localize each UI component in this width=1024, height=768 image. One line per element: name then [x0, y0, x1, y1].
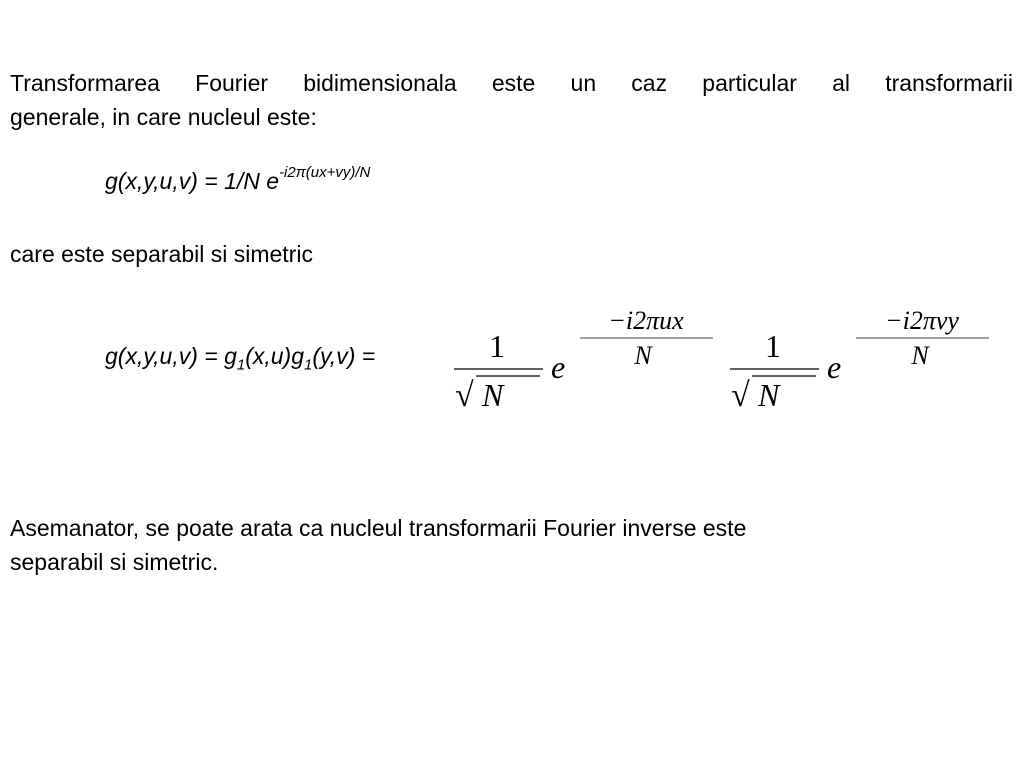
separable-formula-lhs-b: (x,u)g: [245, 343, 305, 369]
sqrt-1-argument: N: [482, 377, 504, 413]
exponent-1-denominator: N: [634, 341, 652, 370]
exp-2-base: e: [827, 349, 842, 385]
fraction-2-numerator: 1: [765, 328, 781, 364]
kernel-formula-exponent: -i2π(ux+vy)/N: [279, 164, 371, 181]
intro-line-1: Transformarea Fourier bidimensionala este un caz particular al transformarii: [10, 70, 1013, 96]
sqrt-1-symbol: √: [455, 377, 474, 414]
fraction-1-numerator: 1: [489, 328, 505, 364]
exp-1-base: e: [551, 349, 566, 385]
intro-line-2: generale, in care nucleul este:: [10, 104, 317, 130]
separable-formula-sub-1: 1: [236, 356, 246, 374]
separable-formula-lhs-c: (y,v) =: [312, 343, 376, 369]
conclusion-paragraph: [10, 511, 1013, 579]
exponent-2-denominator: N: [911, 341, 929, 370]
sqrt-2-argument: N: [758, 377, 780, 413]
separable-formula-sub-2: 1: [304, 356, 313, 374]
conclusion-line-2: separabil si simetric.: [10, 549, 219, 575]
sqrt-2-symbol: √: [731, 377, 750, 414]
conclusion-line-1: Asemanator, se poate arata ca nucleul transformarii Fourier inverse este: [10, 515, 747, 541]
exponent-2-numerator: −i2πvy: [885, 306, 959, 335]
separable-formula-lhs-a: g(x,y,u,v) = g: [105, 343, 237, 369]
exponent-1-numerator: −i2πux: [608, 306, 684, 335]
kernel-formula-base: g(x,y,u,v) = 1/N e: [105, 168, 280, 194]
separable-statement: care este separabil si simetric: [10, 241, 313, 267]
